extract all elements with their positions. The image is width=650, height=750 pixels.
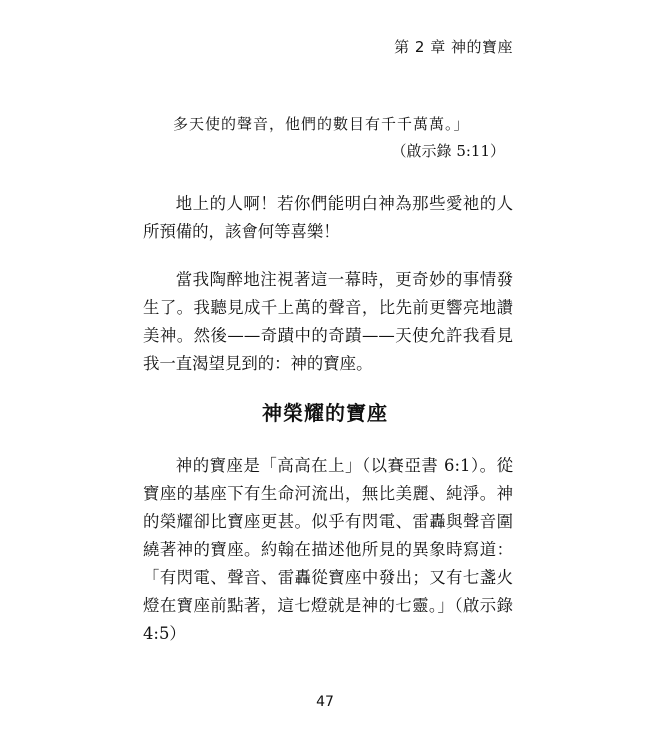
section-heading: 神榮耀的寶座 [262,401,388,425]
running-header: 第 2 章 神的寶座 [394,38,513,56]
scripture-reference: （啟示錄 5:11） [391,142,505,160]
body-paragraph-1: 地上的人啊！若你們能明白神為那些愛祂的人所預備的，該會何等喜樂！ [143,194,513,241]
scripture-quote: 多天使的聲音，他們的數目有千千萬萬。」 [173,115,470,133]
section-paragraph: 神的寶座是「高高在上」（以賽亞書 6:1）。從寶座的基座下有生命河流出，無比美麗、純淨。神的榮耀卻比寶座更甚。似乎有閃電、雷轟與聲音圍繞著神的寶座。約翰在描述他所見的異象時寫道：「有閃電、聲音、雷轟從寶座中發出；又有七盞火燈在寶座前點著，這七燈就是神的七靈。」（啟示錄 4:5） [143,456,513,643]
body-paragraph-2: 當我陶醉地注視著這一幕時，更奇妙的事情發生了。我聽見成千上萬的聲音，比先前更響亮地讚美神。然後——奇蹟中的奇蹟——天使允許我看見我一直渴望見到的：神的寶座。 [143,270,513,373]
page-number: 47 [316,694,334,710]
